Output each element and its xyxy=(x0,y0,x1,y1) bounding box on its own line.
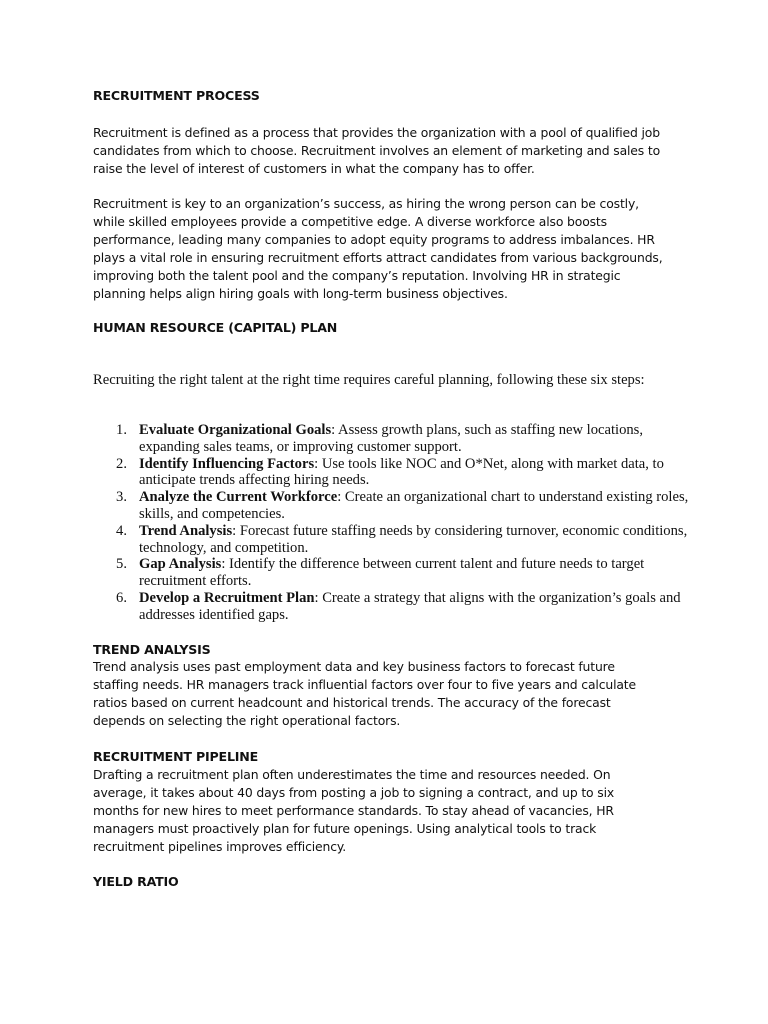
list-item-step xyxy=(93,489,693,523)
step-title: Gap Analysis xyxy=(139,556,222,573)
step-number: 6. xyxy=(116,589,127,606)
paragraph-recruitment-pipeline: Drafting a recruitment plan often underestimates the time and resources needed. On average, it takes about 40 days from posting a job to signing a contract, and up to six months for new hires to meet performance standards. To stay ahead of vacancies, HR managers must proactively plan for future openings. Using analytical tools to track recruitment pipelines improves efficiency. xyxy=(93,767,615,854)
list-item-step xyxy=(93,523,693,557)
paragraph-trend-analysis: Trend analysis uses past employment data and key business factors to forecast future staffing needs. HR managers track influential factors over four to five years and calculate ratios based on current headcount and historical trends. The accuracy of the forecast depends on selecting the right operational factors. xyxy=(93,659,636,728)
heading-trend-analysis: TREND ANALYSIS xyxy=(93,642,211,657)
step-text: : Forecast future staffing needs by considering turnover, economic conditions, technology, and competition. xyxy=(139,522,688,556)
step-title: Identify Influencing Factors xyxy=(139,455,315,472)
heading-yield-ratio: YIELD RATIO xyxy=(93,874,179,889)
step-number: 2. xyxy=(116,455,127,472)
paragraph-planning-intro: Recruiting the right talent at the right time requires careful planning, following these six steps: xyxy=(93,372,645,388)
step-number: 4. xyxy=(116,522,127,539)
list-item-step xyxy=(93,456,693,490)
step-title: Evaluate Organizational Goals xyxy=(139,422,332,438)
planning-steps-list xyxy=(93,422,693,624)
step-text: : Create an organizational chart to understand existing roles, skills, and competencies. xyxy=(139,489,689,522)
step-text: : Use tools like NOC and O*Net, along with market data, to anticipate trends affecting hiring needs. xyxy=(139,455,664,489)
step-title: Analyze the Current Workforce xyxy=(139,489,338,506)
paragraph-recruitment-importance: Recruitment is key to an organization’s success, as hiring the wrong person can be costly, while skilled employees provide a competitive edge. A diverse workforce also boosts performance, leading many companies to adopt equity programs to address imbalances. HR plays a vital role in ensuring recruitment efforts attract candidates from various backgrounds, improving both the talent pool and the company’s reputation. Involving HR in strategic planning helps align hiring goals with long-term business objectives. xyxy=(93,196,663,301)
heading-recruitment-pipeline: RECRUITMENT PIPELINE xyxy=(93,749,258,764)
step-title: Develop a Recruitment Plan xyxy=(139,589,315,606)
heading-hr-capital-plan: HUMAN RESOURCE (CAPITAL) PLAN xyxy=(93,320,338,335)
step-number: 3. xyxy=(116,489,127,506)
step-text: : Identify the difference between current talent and future needs to target recruitment efforts. xyxy=(139,556,645,590)
step-number: 5. xyxy=(116,556,127,573)
step-text: : Create a strategy that aligns with the organization’s goals and addresses identified gaps. xyxy=(139,589,681,623)
list-item-step xyxy=(93,556,693,590)
list-item-step xyxy=(93,422,693,456)
paragraph-recruitment-definition: Recruitment is defined as a process that provides the organization with a pool of qualified job candidates from which to choose. Recruitment involves an element of marketing and sales to raise the level of interest of customers in what the company has to offer. xyxy=(93,125,661,176)
list-item-step xyxy=(93,590,693,624)
step-number: 1. xyxy=(116,422,127,438)
step-text: : Assess growth plans, such as staffing new locations, expanding sales teams, or improving customer support. xyxy=(139,422,643,455)
step-title: Trend Analysis xyxy=(139,522,233,539)
heading-recruitment-process: RECRUITMENT PROCESS xyxy=(93,88,260,103)
